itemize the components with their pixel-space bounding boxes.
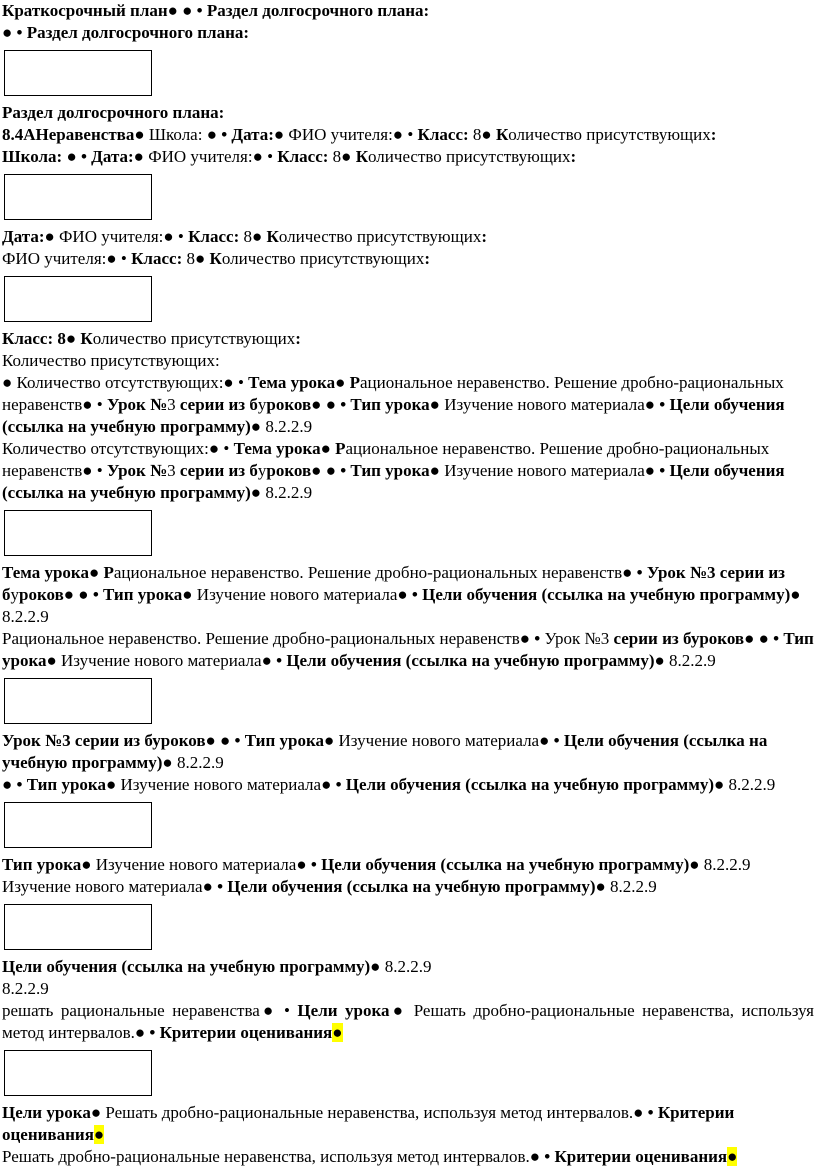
text-line xyxy=(2,978,814,1000)
text-segment: серии из буроков● ● • Тип урока● xyxy=(2,629,814,670)
text-segment: 3 xyxy=(167,461,180,480)
text-segment: : xyxy=(295,329,301,348)
text-segment: серии из б xyxy=(179,395,258,414)
text-segment: Дата:● xyxy=(2,227,59,246)
text-segment: 8.2.2.9 xyxy=(265,417,313,436)
text-segment: 8.2.2.9 xyxy=(176,753,224,772)
text-segment: 8● xyxy=(243,227,267,246)
text-line xyxy=(2,774,814,796)
text-segment: : xyxy=(570,147,577,166)
text-segment: ● • Цели обучения (ссылка на учебную программу)● xyxy=(296,855,704,874)
text-line xyxy=(2,562,814,628)
text-segment: серии из б xyxy=(179,461,258,480)
image-placeholder-box xyxy=(4,276,152,322)
text-segment: 8● xyxy=(472,125,496,144)
image-placeholder-box xyxy=(4,802,152,848)
highlighted-bullet: ● xyxy=(93,1125,105,1144)
text-segment: ФИО учителя:● • xyxy=(148,147,278,166)
text-segment: у xyxy=(257,395,267,414)
text-segment: ● • xyxy=(519,629,545,648)
text-segment: ● • Урок №3 серии из б xyxy=(2,563,785,604)
text-segment: Класс: xyxy=(188,227,244,246)
text-segment: Количество присутствующих: xyxy=(2,351,220,370)
text-segment: 3 xyxy=(167,395,180,414)
text-line xyxy=(2,730,814,774)
text-segment: Тема урока● Р xyxy=(248,373,361,392)
text-segment: Изучение нового материала xyxy=(338,731,540,750)
text-line xyxy=(2,956,814,978)
text-segment: Тема урока● Р xyxy=(233,439,346,458)
text-segment: Изучение нового материала xyxy=(196,585,398,604)
text-line xyxy=(2,1102,814,1146)
text-segment: Цели урока● xyxy=(297,1001,414,1020)
text-segment: ● • Тип урока● xyxy=(2,775,121,794)
text-segment: роков● ● • Тип урока● xyxy=(266,395,445,414)
text-line xyxy=(2,876,814,898)
text-segment: Количество отсутствующих:● • xyxy=(2,439,234,458)
text-segment: 8.2.2.9 xyxy=(610,877,657,896)
text-line xyxy=(2,146,814,168)
text-segment: 8● xyxy=(186,249,210,268)
text-line xyxy=(2,372,814,438)
text-line xyxy=(2,628,814,672)
text-segment: ● • Цели обучения (ссылка на учебную программу)● xyxy=(261,651,670,670)
text-segment: Класс: 8● xyxy=(2,329,81,348)
text-line xyxy=(2,0,814,22)
text-line xyxy=(2,854,814,876)
text-segment: Урок № xyxy=(106,395,168,414)
text-line xyxy=(2,124,814,146)
text-line xyxy=(2,102,814,124)
text-line xyxy=(2,438,814,504)
text-segment: ● • Критерии оценивания xyxy=(529,1147,728,1166)
text-segment: Решать дробно-рациональные неравенства, используя метод интервалов. xyxy=(105,1103,634,1122)
text-segment: Цели урока● xyxy=(2,1103,106,1122)
text-segment: Класс: xyxy=(417,125,473,144)
text-segment: ациональное неравенство. Решение дробно-рациональных неравенств● • xyxy=(2,373,784,414)
text-segment: Урок № xyxy=(106,461,168,480)
text-segment: 8.2.2.9 xyxy=(2,979,49,998)
text-segment: роков● ● • Тип урока● xyxy=(266,461,445,480)
text-segment: Тип урока● xyxy=(2,855,96,874)
text-segment: К xyxy=(266,227,279,246)
text-segment: : xyxy=(424,249,430,268)
text-segment: Изучение нового материала xyxy=(2,877,203,896)
text-line xyxy=(2,328,814,350)
text-line xyxy=(2,226,814,248)
text-segment: роков● ● • Тип урока● xyxy=(19,585,197,604)
text-segment: Изучение нового материала xyxy=(444,395,645,414)
text-segment: ● • Цели обучения (ссылка на учебную программу)● xyxy=(2,461,785,502)
text-segment: Решать дробно-рациональные неравенства, используя метод интервалов. xyxy=(2,1001,814,1042)
text-segment: ● • Цели обучения (ссылка на учебную программу)● xyxy=(397,585,801,604)
text-segment: К xyxy=(80,329,93,348)
text-segment: ● • Критерии оценивания xyxy=(134,1023,333,1042)
text-segment: Краткосрочный план● ● • Раздел долгосрочного плана: xyxy=(2,1,430,20)
text-segment: Раздел долгосрочного плана: xyxy=(2,103,225,122)
text-segment: у xyxy=(257,461,267,480)
text-segment: ациональное неравенство. Решение дробно-рациональных неравенств xyxy=(113,563,623,582)
text-segment: Изучение нового материала xyxy=(95,855,297,874)
image-placeholder-box xyxy=(4,1050,152,1096)
text-segment: 8.4АНеравенства● xyxy=(2,125,149,144)
text-segment: оличество присутствующих xyxy=(508,125,711,144)
text-line xyxy=(2,1000,814,1044)
text-segment: оличество присутствующих xyxy=(368,147,571,166)
image-placeholder-box xyxy=(4,50,152,96)
text-segment: 8.2.2.9 xyxy=(384,957,432,976)
text-segment: 8.2.2.9 xyxy=(265,483,313,502)
text-segment: К xyxy=(495,125,509,144)
text-segment: 8.2.2.9 xyxy=(2,607,49,626)
text-segment: ФИО учителя:● • xyxy=(288,125,418,144)
text-segment: Изучение нового материала xyxy=(444,461,645,480)
text-segment: Изучение нового материала xyxy=(61,651,262,670)
text-segment: у xyxy=(10,585,19,604)
text-segment: ациональное неравенство. Решение дробно-рациональных неравенств● • xyxy=(2,439,770,480)
text-segment: ● • Цели обучения (ссылка на учебную программу)● xyxy=(2,731,768,772)
text-line xyxy=(2,22,814,44)
text-segment: Изучение нового материала xyxy=(120,775,322,794)
text-segment: решать рациональные неравенства● • xyxy=(2,1001,298,1020)
text-segment: ● • Цели обучения (ссылка на учебную программу)● xyxy=(202,877,610,896)
text-segment: ● Количество отсутствующих:● • xyxy=(2,373,249,392)
text-segment: ● • Дата:● xyxy=(206,125,289,144)
text-segment: Класс: xyxy=(131,249,187,268)
image-placeholder-box xyxy=(4,510,152,556)
text-segment: Школа: xyxy=(148,125,207,144)
text-segment: ФИО учителя:● • xyxy=(2,249,132,268)
text-segment: Решать дробно-рациональные неравенства, используя метод интервалов. xyxy=(2,1147,530,1166)
text-segment: ● • Критерии оценивания xyxy=(2,1103,735,1144)
text-segment: К xyxy=(209,249,222,268)
highlighted-bullet: ● xyxy=(727,1147,738,1166)
text-segment: оличество присутствующих xyxy=(278,227,482,246)
text-segment: Класс: xyxy=(277,147,333,166)
text-line xyxy=(2,248,814,270)
text-segment: оличество присутствующих xyxy=(92,329,296,348)
text-segment: Урок №3 серии из буроков● ● • Тип урока● xyxy=(2,731,339,750)
text-line xyxy=(2,350,814,372)
text-segment: ● • Раздел долгосрочного плана: xyxy=(2,23,250,42)
image-placeholder-box xyxy=(4,678,152,724)
text-segment: ● • Цели обучения (ссылка на учебную программу)● xyxy=(2,395,785,436)
text-segment: оличество присутствующих xyxy=(221,249,425,268)
text-segment: 8● xyxy=(332,147,356,166)
text-segment: : xyxy=(481,227,487,246)
image-placeholder-box xyxy=(4,174,152,220)
text-segment: Урок №3 xyxy=(544,629,614,648)
text-segment: Рациональное неравенство. Решение дробно-рациональных неравенств xyxy=(2,629,520,648)
text-segment: Тема урока● Р xyxy=(2,563,114,582)
text-segment: 8.2.2.9 xyxy=(669,651,716,670)
text-segment: 8.2.2.9 xyxy=(728,775,776,794)
text-segment: ● • Цели обучения (ссылка на учебную программу)● xyxy=(321,775,729,794)
text-segment: : xyxy=(710,125,717,144)
text-line xyxy=(2,1146,814,1168)
text-segment: К xyxy=(355,147,369,166)
text-segment: 8.2.2.9 xyxy=(703,855,751,874)
text-segment: Цели обучения (ссылка на учебную программу)● xyxy=(2,957,385,976)
text-segment: ФИО учителя:● • xyxy=(59,227,189,246)
text-segment: Школа: ● • Дата:● xyxy=(2,147,149,166)
highlighted-bullet: ● xyxy=(332,1023,343,1042)
image-placeholder-box xyxy=(4,904,152,950)
